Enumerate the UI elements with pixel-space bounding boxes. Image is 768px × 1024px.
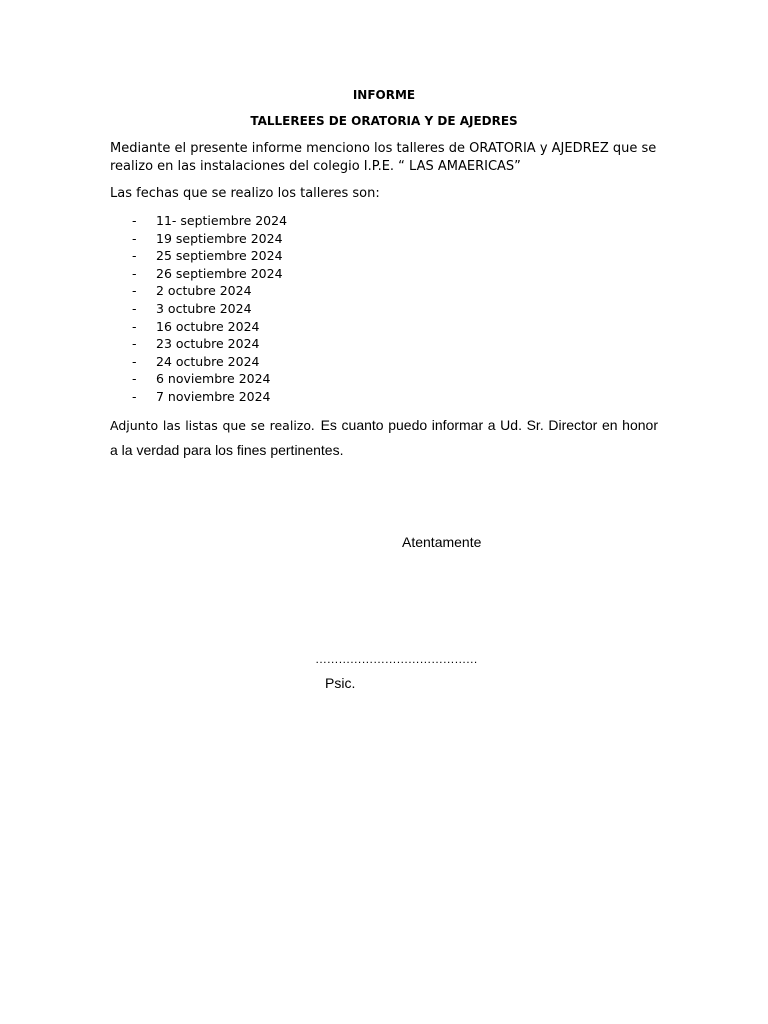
bullet-dash: - <box>132 371 137 387</box>
date-text: 6 noviembre 2024 <box>156 371 271 387</box>
bullet-dash: - <box>132 283 137 299</box>
bullet-dash: - <box>132 265 137 281</box>
date-text: 23 octubre 2024 <box>156 336 260 352</box>
intro-paragraph: Mediante el presente informe menciono los talleres de ORATORIA y AJEDREZ que se realizo en las instalaciones del colegio I.P.E. “ LAS AMAERICAS” <box>110 141 657 174</box>
date-text: 19 septiembre 2024 <box>156 230 283 246</box>
bullet-dash: - <box>132 300 137 316</box>
bullet-dash: - <box>132 353 137 369</box>
date-text: 11- septiembre 2024 <box>156 213 288 228</box>
bullet-dash: - <box>132 318 137 334</box>
sign-off: Atentamente <box>402 534 482 550</box>
closing-paragraph <box>110 413 658 462</box>
date-text: 24 octubre 2024 <box>156 353 260 369</box>
signature-line: …………………………………… <box>315 652 478 666</box>
date-text: 3 octubre 2024 <box>156 300 252 316</box>
bullet-dash: - <box>132 336 137 352</box>
dates-intro-paragraph: Las fechas que se realizo los talleres son: <box>110 186 380 201</box>
date-text: 7 noviembre 2024 <box>156 388 271 404</box>
document-subtitle: TALLEREES DE ORATORIA Y DE AJEDRES <box>250 114 518 128</box>
document-title: INFORME <box>352 88 416 102</box>
bullet-dash: - <box>132 213 137 228</box>
bullet-dash: - <box>132 248 137 264</box>
bullet-dash: - <box>132 388 137 404</box>
date-text: 26 septiembre 2024 <box>156 265 283 281</box>
closing-text-part2: Es cuanto puedo informar a Ud. Sr. Director en honor a la verdad para los fines pertinentes. <box>110 417 658 458</box>
closing-text-part1: Adjunto las listas que se realizo. <box>110 418 315 433</box>
date-text: 25 septiembre 2024 <box>156 248 283 264</box>
date-text: 2 octubre 2024 <box>156 283 252 299</box>
bullet-dash: - <box>132 230 137 246</box>
date-text: 16 octubre 2024 <box>156 318 260 334</box>
signer-title: Psic. <box>325 675 356 691</box>
